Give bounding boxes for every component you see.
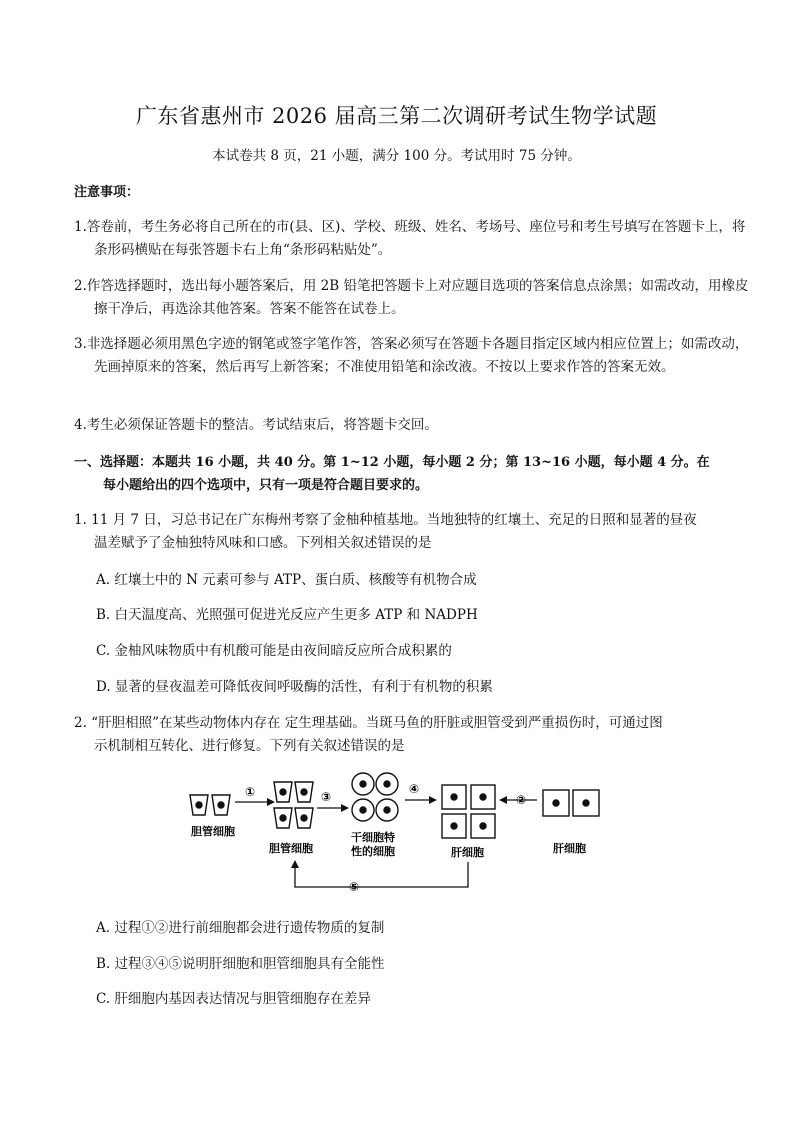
- diagram-label-stem-2: 性的细胞: [351, 845, 395, 858]
- bile-duct-cells-left: [190, 795, 230, 815]
- question-2-stem-line1: 2. “肝胆相照”在某些动物体内存在 定生理基础。当斑马鱼的肝脏或胆管受到严重损伤时，可通过图: [74, 715, 663, 731]
- step-1-label: ①: [245, 785, 256, 799]
- question-1-stem-line1: 1. 11 月 7 日，习总书记在广东梅州考察了金柚种植基地。当地独特的红壤土、充足的日照和显著的昼夜: [74, 512, 697, 528]
- exam-info: 本试卷共 8 页，21 小题，满分 100 分。考试用时 75 分钟。: [212, 148, 581, 164]
- question-1-option-a: A. 红壤土中的 N 元素可参与 ATP、蛋白质、核酸等有机物合成: [96, 572, 477, 588]
- question-1-option-b: B. 白天温度高、光照强可促进光反应产生更多 ATP 和 NADPH: [96, 607, 478, 623]
- notice-item-1: 1.答卷前，考生务必将自己所在的市(县、区)、学校、班级、姓名、考场号、座位号和考生号填写在答题卡上，将条形码横贴在每张答题卡右上角“条形码粘贴处”。: [74, 219, 746, 258]
- question-2-option-c: C. 肝细胞内基因表达情况与胆管细胞存在差异: [96, 991, 371, 1007]
- notice-item-3: 3.非选择题必须用黑色字迹的钢笔或签字笔作答，答案必须写在答题卡各题目指定区域内相应位置上；如需改动，先画掉原来的答案，然后再写上新答案；不准使用铅笔和涂改液。不按以上要求作答的答案无效。: [74, 336, 749, 375]
- notice-item-4: 4.考生必须保证答题卡的整洁。考试结束后，将答题卡交回。: [74, 417, 438, 433]
- diagram-label-bile-mid: 胆管细胞: [269, 842, 313, 855]
- page-title: 广东省惠州市 2026 届高三第二次调研考试生物学试题: [135, 104, 658, 128]
- liver-cells-right: [543, 790, 599, 816]
- question-1-option-d: D. 显著的昼夜温差可降低夜间呼吸酶的活性，有利于有机物的积累: [96, 679, 493, 695]
- question-1-stem-line2: 温差赋予了金柚独特风味和口感。下列相关叙述错误的是: [94, 535, 432, 551]
- diagram-label-bile-left: 胆管细胞: [191, 825, 235, 838]
- liver-bile-diagram: [185, 770, 615, 900]
- section-heading-line2: 每小题给出的四个选项中，只有一项是符合题目要求的。: [103, 478, 429, 493]
- question-2-option-b: B. 过程③④⑤说明肝细胞和胆管细胞具有全能性: [96, 956, 385, 972]
- step-4-label: ④: [409, 782, 420, 796]
- step-2-label: ②: [516, 793, 527, 807]
- question-1-option-c: C. 金柚风味物质中有机酸可能是由夜间暗反应所合成积累的: [96, 643, 452, 659]
- section-heading-line1: 一、选择题：本题共 16 小题，共 40 分。第 1~12 小题，每小题 2 分；第 13~16 小题，每小题 4 分。在: [74, 455, 710, 470]
- liver-cells-middle: [442, 785, 495, 838]
- step-3-label: ③: [321, 790, 332, 804]
- notice-heading: 注意事项：: [74, 185, 140, 200]
- notice-item-2: 2.作答选择题时，选出每小题答案后，用 2B 铅笔把答题卡上对应题目选项的答案信息点涂黑；如需改动，用橡皮擦干净后，再选涂其他答案。答案不能答在试卷上。: [74, 278, 749, 317]
- question-2-option-a: A. 过程①②进行前细胞都会进行遗传物质的复制: [96, 920, 385, 936]
- step-5-label: ⑤: [349, 880, 360, 894]
- bile-duct-cells-middle: [274, 782, 313, 828]
- diagram-label-stem-1: 干细胞特: [351, 831, 395, 844]
- diagram-label-liver-mid: 肝细胞: [451, 846, 484, 859]
- diagram-label-liver-right: 肝细胞: [553, 842, 586, 855]
- question-2-stem-line2: 示机制相互转化、进行修复。下列有关叙述错误的是: [94, 738, 405, 754]
- stem-like-cells: [352, 773, 398, 821]
